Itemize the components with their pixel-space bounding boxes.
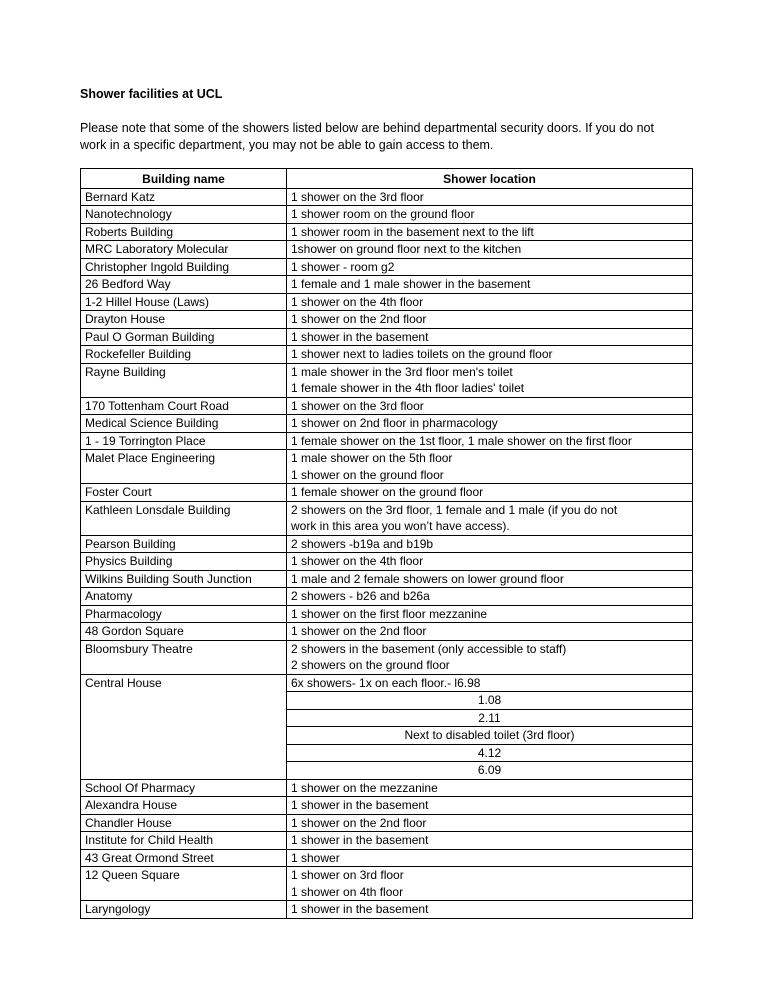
table-row — [81, 867, 693, 901]
shower-location-cell — [287, 779, 693, 797]
building-name: 170 Tottenham Court Road — [85, 398, 229, 413]
building-name-cell — [81, 258, 287, 276]
building-name-cell — [81, 832, 287, 850]
shower-location: 1 shower in the basement — [291, 798, 429, 812]
building-name: Bloomsbury Theatre — [85, 641, 193, 656]
table-row — [81, 674, 693, 692]
shower-location-cell — [287, 640, 693, 674]
building-name-cell — [81, 450, 287, 484]
building-name-cell — [81, 570, 287, 588]
table-row — [81, 570, 693, 588]
shower-location: 1 shower on the 2nd floor — [291, 312, 427, 326]
shower-location: 1 shower room on the ground floor — [291, 207, 475, 221]
building-name-cell — [81, 623, 287, 641]
shower-location: 1 male and 2 female showers on lower ground floor — [291, 571, 564, 586]
shower-location: 1 shower on the first floor mezzanine — [291, 606, 488, 621]
shower-location-cell — [287, 206, 693, 224]
table-row — [81, 258, 693, 276]
building-name: Central House — [85, 675, 162, 690]
building-name: Malet Place Engineering — [85, 451, 216, 465]
table-row — [81, 346, 693, 364]
shower-location: 1 female and 1 male shower in the basement — [291, 277, 531, 291]
shower-location-cell — [287, 415, 693, 433]
building-name-cell — [81, 363, 287, 397]
shower-facilities-table — [80, 168, 693, 919]
shower-location: 1 shower — [291, 850, 340, 865]
document-title: Shower facilities at UCL — [80, 87, 223, 101]
building-name-cell — [81, 223, 287, 241]
building-name-cell — [81, 779, 287, 797]
building-name-cell — [81, 484, 287, 502]
table-row — [81, 535, 693, 553]
building-name-cell — [81, 849, 287, 867]
building-name-cell — [81, 501, 287, 535]
building-name-cell — [81, 397, 287, 415]
table-row — [81, 797, 693, 815]
shower-location-cell — [287, 328, 693, 346]
building-name: Chandler House — [85, 815, 172, 830]
shower-location: 1 shower on the 2nd floor — [291, 815, 427, 830]
building-name: Rayne Building — [85, 364, 166, 379]
shower-location-cell — [287, 223, 693, 241]
building-name: Alexandra House — [85, 798, 178, 812]
shower-location-cell — [287, 432, 693, 450]
building-name-cell — [81, 901, 287, 919]
table-row — [81, 623, 693, 641]
building-name: Drayton House — [85, 312, 166, 326]
building-name: Physics Building — [85, 554, 173, 568]
shower-location-cell — [287, 397, 693, 415]
shower-location-cell — [287, 311, 693, 329]
building-name: Bernard Katz — [85, 189, 156, 204]
shower-location: 2 showers - b26 and b26a — [291, 589, 430, 603]
shower-location-line: 2 showers in the basement (only accessible to staff) — [291, 641, 567, 656]
shower-location-cell — [287, 588, 693, 606]
shower-location-line: 1 male shower on the 5th floor — [291, 451, 453, 465]
shower-room-cell — [287, 709, 693, 727]
building-name-cell — [81, 674, 287, 779]
table-row — [81, 588, 693, 606]
building-name: Pearson Building — [85, 536, 176, 551]
building-name-cell — [81, 346, 287, 364]
table-row — [81, 640, 693, 674]
document-page — [80, 86, 692, 919]
table-row — [81, 450, 693, 484]
table-row — [81, 849, 693, 867]
shower-room-cell — [287, 744, 693, 762]
building-name-cell — [81, 311, 287, 329]
shower-location: 1 shower on the 2nd floor — [291, 624, 427, 638]
shower-room: 1.08 — [477, 693, 502, 707]
building-name-cell — [81, 293, 287, 311]
building-name: 48 Gordon Square — [85, 624, 184, 638]
shower-location: 1shower on ground floor next to the kitchen — [291, 242, 522, 256]
shower-location: 1 shower on the 4th floor — [291, 554, 424, 568]
shower-location-cell — [287, 814, 693, 832]
shower-room: 2.11 — [478, 710, 501, 725]
building-name-cell — [81, 867, 287, 901]
shower-location: 1 shower in the basement — [291, 329, 429, 344]
building-name: Laryngology — [85, 902, 151, 916]
table-row — [81, 276, 693, 294]
building-name: 43 Great Ormond Street — [85, 850, 214, 865]
shower-location-cell — [287, 276, 693, 294]
shower-location-line: work in this area you won’t have access). — [291, 519, 510, 533]
header-building-name: Building name — [81, 169, 287, 189]
building-name-cell — [81, 206, 287, 224]
table-row — [81, 501, 693, 535]
building-name-cell — [81, 276, 287, 294]
shower-location-line: 1 female shower in the 4th floor ladies' toilet — [291, 381, 525, 395]
building-name: Christopher Ingold Building — [85, 259, 230, 274]
table-row — [81, 415, 693, 433]
table-row — [81, 779, 693, 797]
building-name: MRC Laboratory Molecular — [85, 242, 229, 256]
shower-location-cell — [287, 849, 693, 867]
table-row — [81, 293, 693, 311]
shower-location-cell — [287, 797, 693, 815]
building-name-cell — [81, 797, 287, 815]
building-name: Wilkins Building South Junction — [85, 571, 252, 586]
shower-location-cell — [287, 553, 693, 571]
table-row — [81, 223, 693, 241]
building-name: Paul O Gorman Building — [85, 329, 215, 344]
building-name-cell — [81, 432, 287, 450]
building-name-cell — [81, 328, 287, 346]
shower-location-cell — [287, 623, 693, 641]
shower-location-cell — [287, 450, 693, 484]
shower-room: 4.12 — [477, 745, 502, 760]
building-name: Rockefeller Building — [85, 347, 192, 361]
shower-location-cell — [287, 901, 693, 919]
table-row — [81, 188, 693, 206]
shower-location: 1 shower in the basement — [291, 902, 429, 916]
shower-location-cell — [287, 293, 693, 311]
shower-location-line: 1 male shower in the 3rd floor men's toilet — [291, 364, 513, 379]
shower-location-cell — [287, 484, 693, 502]
shower-location: 1 shower on the 4th floor — [291, 294, 424, 309]
shower-location: 1 female shower on the 1st floor, 1 male shower on the first floor — [291, 433, 632, 448]
shower-location-cell — [287, 570, 693, 588]
shower-location-cell — [287, 832, 693, 850]
shower-location-cell — [287, 867, 693, 901]
building-name-cell — [81, 605, 287, 623]
shower-location-line: 2 showers on the ground floor — [291, 658, 450, 672]
shower-location: 1 female shower on the ground floor — [291, 485, 484, 499]
table-row — [81, 901, 693, 919]
shower-location-line: 1 shower on the ground floor — [291, 467, 444, 482]
shower-location-line: 2 showers on the 3rd floor, 1 female and 1 male (if you do not — [291, 502, 618, 517]
building-name: Medical Science Building — [85, 416, 219, 430]
shower-location-cell — [287, 605, 693, 623]
building-name-cell — [81, 241, 287, 259]
shower-location: 1 shower in the basement — [291, 833, 429, 847]
shower-location-line: 1 shower on 4th floor — [291, 884, 404, 899]
shower-location: 1 shower on the 3rd floor — [291, 189, 424, 204]
table-row — [81, 206, 693, 224]
table-row — [81, 553, 693, 571]
table-row — [81, 432, 693, 450]
shower-location-cell — [287, 258, 693, 276]
table-row — [81, 605, 693, 623]
table-row — [81, 363, 693, 397]
shower-location-cell — [287, 363, 693, 397]
table-row — [81, 241, 693, 259]
table-row — [81, 311, 693, 329]
building-name-cell — [81, 188, 287, 206]
building-name: Pharmacology — [85, 606, 162, 621]
building-name: 1-2 Hillel House (Laws) — [85, 294, 210, 309]
building-name: Institute for Child Health — [85, 833, 214, 847]
header-shower-location: Shower location — [287, 169, 693, 189]
table-row — [81, 328, 693, 346]
shower-location: 1 shower - room g2 — [291, 259, 395, 274]
table-row — [81, 832, 693, 850]
shower-location-cell — [287, 674, 693, 692]
shower-location: 2 showers -b19a and b19b — [291, 536, 434, 551]
shower-location: 1 shower next to ladies toilets on the ground floor — [291, 347, 553, 361]
shower-location-cell — [287, 241, 693, 259]
building-name-cell — [81, 535, 287, 553]
shower-location: 6x showers- 1x on each floor.- l6.98 — [291, 675, 481, 690]
shower-location-cell — [287, 501, 693, 535]
shower-location: 1 shower on the mezzanine — [291, 780, 438, 795]
shower-location: 1 shower on 2nd floor in pharmacology — [291, 416, 498, 430]
shower-location-line: 1 shower on 3rd floor — [291, 868, 404, 882]
building-name: Roberts Building — [85, 224, 174, 239]
building-name-cell — [81, 415, 287, 433]
shower-location: 1 shower on the 3rd floor — [291, 398, 424, 413]
shower-room-cell — [287, 692, 693, 710]
table-row — [81, 397, 693, 415]
building-name-cell — [81, 588, 287, 606]
shower-room-cell — [287, 762, 693, 780]
table-row — [81, 484, 693, 502]
building-name: 1 - 19 Torrington Place — [85, 433, 206, 448]
table-header-row — [81, 169, 693, 189]
shower-location-cell — [287, 535, 693, 553]
building-name: Foster Court — [85, 485, 152, 499]
table-body — [81, 188, 693, 918]
shower-room: 6.09 — [477, 763, 502, 777]
building-name-cell — [81, 553, 287, 571]
table-row — [81, 814, 693, 832]
shower-location-cell — [287, 188, 693, 206]
building-name-cell — [81, 814, 287, 832]
building-name: Kathleen Lonsdale Building — [85, 502, 231, 517]
building-name-cell — [81, 640, 287, 674]
building-name: Anatomy — [85, 589, 133, 603]
building-name: Nanotechnology — [85, 207, 172, 221]
access-note: Please note that some of the showers listed below are behind departmental security doors. If you do not work in a specific department, you may not be able to gain access to them. — [80, 121, 654, 152]
shower-location: 1 shower room in the basement next to the lift — [291, 224, 534, 239]
shower-room-cell — [287, 727, 693, 745]
shower-location-cell — [287, 346, 693, 364]
building-name: 26 Bedford Way — [85, 277, 171, 291]
building-name: School Of Pharmacy — [85, 780, 196, 795]
shower-room: Next to disabled toilet (3rd floor) — [404, 728, 575, 742]
building-name: 12 Queen Square — [85, 868, 180, 882]
